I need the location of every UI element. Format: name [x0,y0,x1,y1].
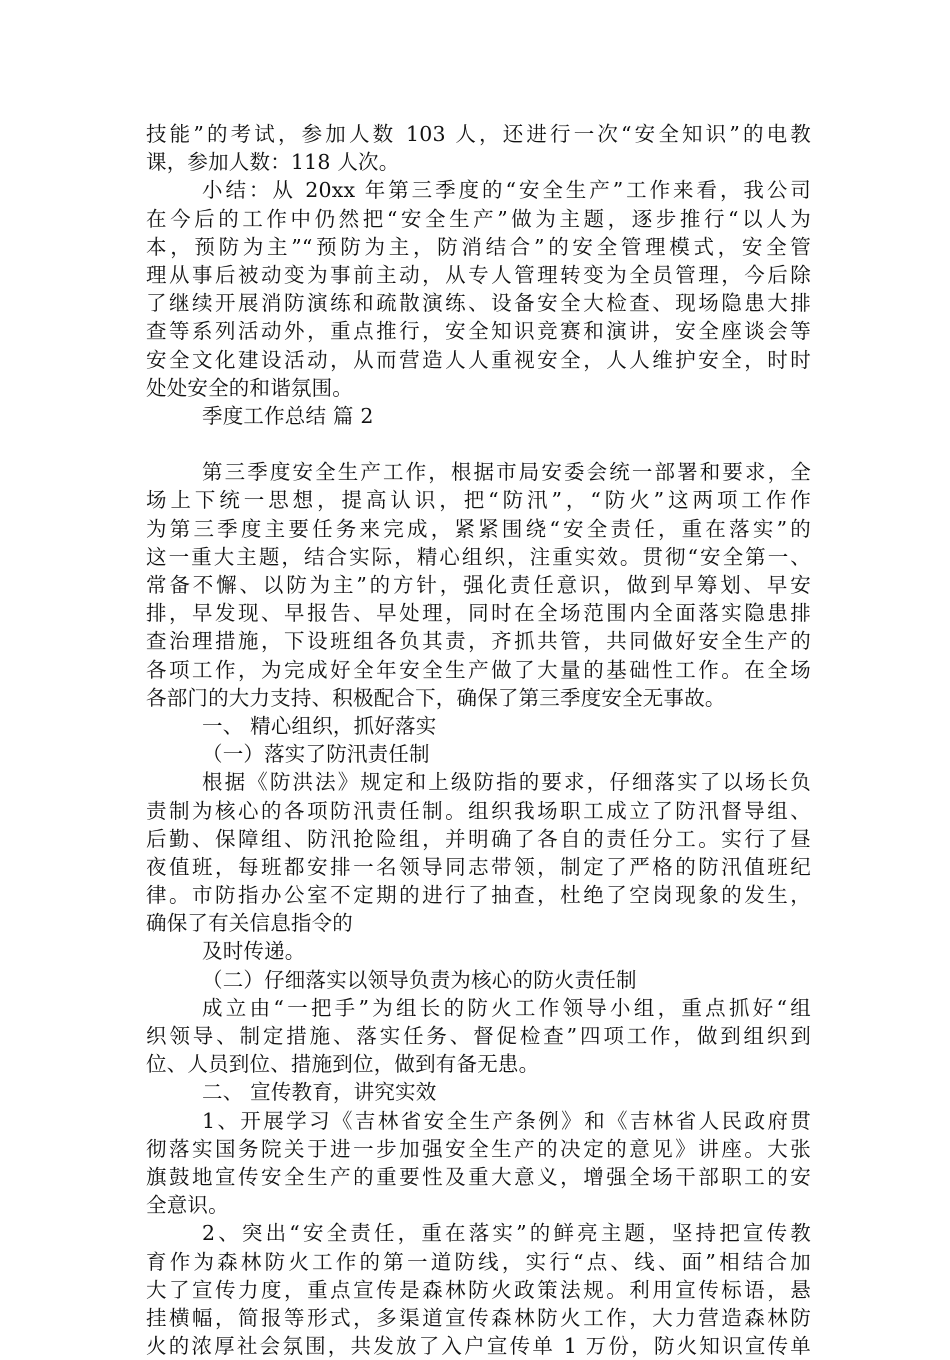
text-line: 夜值班，每班都安排一名领导同志带领，制定了严格的防汛值班纪 [146,854,811,879]
text-line: 后勤、保障组、防汛抢险组，并明确了各自的责任分工。实行了昼 [146,826,811,851]
text-line: 各项工作，为完成好全年安全生产做了大量的基础性工作。在全场 [146,657,811,682]
text-line: （一）落实了防汛责任制 [202,742,430,767]
text-line: 在今后的工作中仍然把“安全生产”做为主题，逐步推行“以人为 [146,206,811,231]
text-line: 火的浓厚社会氛围，共发放了入户宣传单 1 万份，防火知识宣传单 [146,1334,811,1359]
text-line: 旗鼓地宣传安全生产的重要性及重大意义，增强全场干部职工的安 [146,1164,811,1189]
text-line: 成立由“一把手”为组长的防火工作领导小组，重点抓好“组 [202,995,811,1020]
text-line: 查治理措施，下设班组各负其责，齐抓共管，共同做好安全生产的 [146,629,811,654]
text-line: 位、人员到位、措施到位，做到有备无患。 [146,1052,540,1077]
text-line: 了继续开展消防演练和疏散演练、设备安全大检查、现场隐患大排 [146,291,811,316]
text-line: 常备不懈、以防为主”的方针，强化责任意识，做到早筹划、早安 [146,573,811,597]
text-line: 全意识。 [146,1193,229,1218]
document-page [146,120,811,1360]
text-line: 二、 宣传教育，讲究实效 [202,1080,437,1105]
text-line: （二）仔细落实以领导负责为核心的防火责任制 [202,967,637,992]
text-line: 查等系列活动外，重点推行，安全知识竞赛和演讲，安全座谈会等 [146,319,811,344]
text-line: 小结：从 20xx 年第三季度的“安全生产”工作来看，我公司 [202,178,811,203]
text-line: 一、 精心组织，抓好落实 [202,713,437,738]
text-line: 大了宣传力度，重点宣传是森林防火政策法规。利用宣传标语，悬 [146,1277,811,1302]
text-line: 各部门的大力支持、积极配合下，确保了第三季度安全无事故。 [146,685,726,710]
text-line: 排，早发现、早报告、早处理，同时在全场范围内全面落实隐患排 [146,601,811,626]
text-line: 本，预防为主”“预防为主，防消结合”的安全管理模式，安全管 [146,234,811,259]
blank-line [146,430,811,458]
text-line: 责制为核心的各项防汛责任制。组织我场职工成立了防汛督导组、 [146,798,811,823]
text-line: 1、开展学习《吉林省安全生产条例》和《吉林省人民政府贯 [202,1108,811,1133]
text-line: 2、突出“安全责任，重在落实”的鲜亮主题，坚持把宣传教 [202,1221,811,1246]
text-line: 课，参加人数：118 人次。 [146,150,400,175]
text-line: 彻落实国务院关于进一步加强安全生产的决定的意见》讲座。大张 [146,1136,811,1161]
text-line: 确保了有关信息指令的 [146,911,353,936]
text-line: 理从事后被动变为事前主动，从专人管理转变为全员管理，今后除 [146,262,811,287]
text-line: 育作为森林防火工作的第一道防线，实行“点、线、面”相结合加 [146,1249,811,1274]
text-line: 安全文化建设活动，从而营造人人重视安全，人人维护安全，时时 [146,347,811,372]
text-line: 织领导、制定措施、落实任务、督促检查”四项工作，做到组织到 [146,1024,811,1048]
text-line: 技能”的考试，参加人数 103 人，还进行一次“安全知识”的电教 [146,122,811,146]
text-line: 及时传递。 [202,939,306,964]
text-line: 处处安全的和谐氛围。 [146,375,353,400]
text-line: 季度工作总结 篇 2 [202,403,374,428]
text-line: 律。市防指办公室不定期的进行了抽查，杜绝了空岗现象的发生， [146,883,811,908]
text-line: 场上下统一思想，提高认识，把“防汛”，“防火”这两项工作作 [146,488,811,513]
text-line: 这一重大主题，结合实际，精心组织，注重实效。贯彻“安全第一、 [146,544,811,569]
text-line: 根据《防洪法》规定和上级防指的要求，仔细落实了以场长负 [202,770,811,795]
text-line: 挂横幅，简报等形式，多渠道宣传森林防火工作，大力营造森林防 [146,1305,811,1330]
text-line: 为第三季度主要任务来完成，紧紧围绕“安全责任，重在落实”的 [146,516,811,541]
text-line: 第三季度安全生产工作，根据市局安委会统一部署和要求，全 [202,460,811,485]
